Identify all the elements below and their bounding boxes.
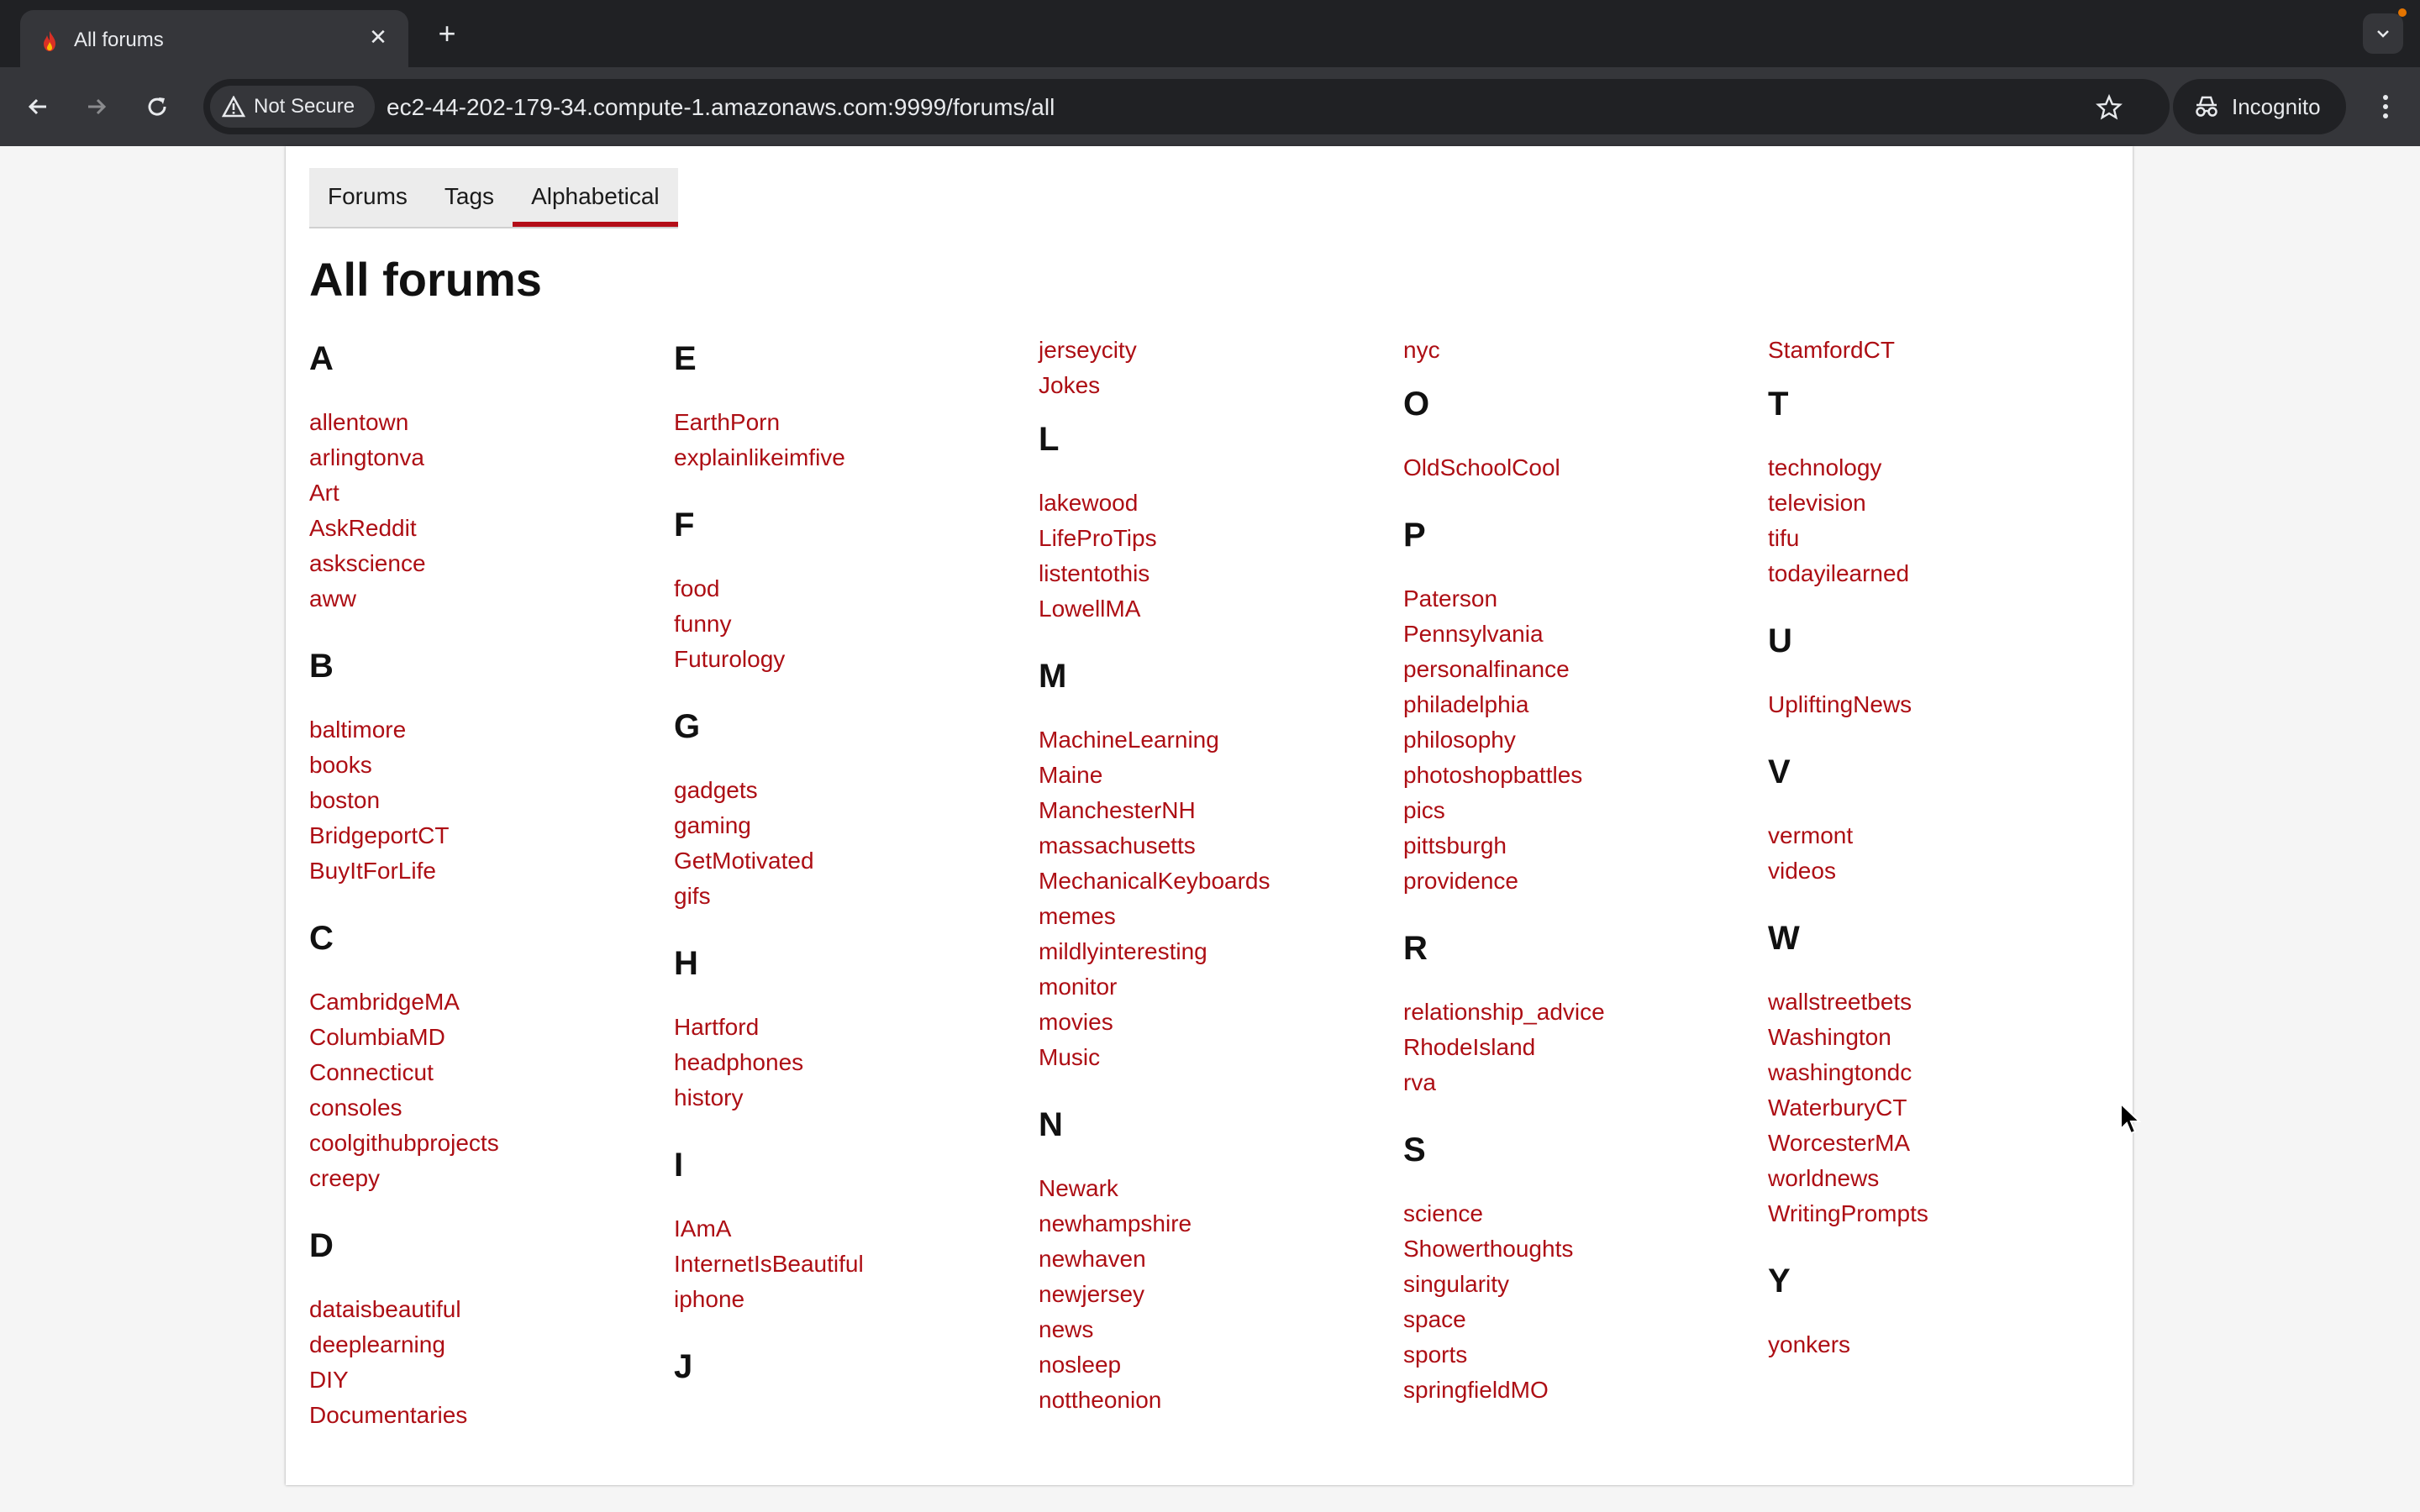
forum-column-2 <box>674 341 1027 1431</box>
letter-heading: D <box>309 1227 334 1264</box>
incognito-icon <box>2193 95 2220 118</box>
letter-heading: R <box>1403 930 1428 967</box>
forum-link[interactable]: movies <box>1039 1009 1113 1035</box>
continued-forum-list <box>1039 333 1392 403</box>
forum-link[interactable]: philosophy <box>1403 727 1516 753</box>
group-spacer <box>1768 889 2121 907</box>
tab-title: All forums <box>74 29 164 51</box>
group-spacer <box>674 1413 1027 1431</box>
tab-alphabetical[interactable]: Alphabetical <box>513 168 678 227</box>
forum-link[interactable]: technology <box>1768 454 1882 480</box>
letter-heading: O <box>1403 386 1430 423</box>
letter-heading: C <box>309 920 334 957</box>
letter-heading: J <box>674 1348 693 1385</box>
forum-link[interactable]: wallstreetbets <box>1768 989 1912 1015</box>
group-spacer <box>1768 1231 2121 1250</box>
forum-link[interactable]: Hartford <box>674 1014 760 1040</box>
forum-link[interactable]: photoshopbattles <box>1403 762 1583 788</box>
forum-link[interactable]: aww <box>309 585 357 612</box>
chevron-down-icon[interactable] <box>2363 13 2403 54</box>
forum-link[interactable]: todayilearned <box>1768 560 1910 586</box>
forum-link[interactable]: coolgithubprojects <box>309 1130 499 1156</box>
security-chip[interactable] <box>210 86 375 128</box>
forum-link[interactable]: WritingPrompts <box>1768 1200 1928 1226</box>
forum-link[interactable]: UpliftingNews <box>1768 691 1912 717</box>
forum-link[interactable]: gifs <box>674 883 711 909</box>
letter-heading: M <box>1039 658 1067 695</box>
letter-heading: G <box>674 708 701 745</box>
forum-link[interactable]: television <box>1768 490 1866 516</box>
forum-link[interactable]: InternetIsBeautiful <box>674 1251 864 1277</box>
forum-link[interactable]: lakewood <box>1039 490 1139 516</box>
group-spacer <box>1403 1408 1756 1426</box>
forum-link[interactable]: funny <box>674 611 732 637</box>
group-spacer <box>1768 591 2121 610</box>
continued-forum-list <box>1403 333 1756 368</box>
forum-link[interactable]: memes <box>1039 903 1116 929</box>
forum-link[interactable]: jerseycity <box>1039 337 1137 363</box>
browser-tab-strip <box>0 0 2420 67</box>
forum-link[interactable]: IAmA <box>674 1215 732 1242</box>
forum-link[interactable]: news <box>1039 1316 1094 1342</box>
forum-link[interactable]: providence <box>1403 868 1518 894</box>
tab-tags[interactable]: Tags <box>444 183 495 209</box>
forum-link[interactable]: Showerthoughts <box>1403 1236 1574 1262</box>
forum-link[interactable]: DIY <box>309 1367 349 1393</box>
forum-link[interactable]: nyc <box>1403 337 1440 363</box>
address-bar[interactable] <box>203 79 2170 134</box>
forum-link[interactable]: EarthPorn <box>674 409 781 435</box>
letter-heading: T <box>1768 386 1789 423</box>
forum-link[interactable]: nottheonion <box>1039 1387 1162 1413</box>
forum-link[interactable]: ManchesterNH <box>1039 797 1196 823</box>
letter-heading: A <box>309 340 334 377</box>
forum-link[interactable]: worldnews <box>1768 1165 1880 1191</box>
letter-heading: P <box>1403 517 1426 554</box>
plus-icon[interactable]: + <box>438 16 456 50</box>
letter-heading: U <box>1768 622 1792 659</box>
forum-link[interactable]: listentothis <box>1039 560 1150 586</box>
forum-link[interactable]: monitor <box>1039 974 1118 1000</box>
forum-link[interactable]: allentown <box>309 409 409 435</box>
forum-link[interactable]: baltimore <box>309 717 407 743</box>
forum-view-tabs <box>309 168 678 228</box>
browser-toolbar <box>0 67 2420 146</box>
group-spacer <box>309 1196 662 1215</box>
forum-link[interactable]: nosleep <box>1039 1352 1122 1378</box>
letter-heading: N <box>1039 1106 1063 1143</box>
forward-icon[interactable] <box>76 86 118 128</box>
forum-link[interactable]: vermont <box>1768 822 1854 848</box>
forum-link[interactable]: ColumbiaMD <box>309 1024 445 1050</box>
letter-heading: S <box>1403 1131 1426 1168</box>
forum-link[interactable]: arlingtonva <box>309 444 424 470</box>
forum-column-3 <box>1039 337 1392 1436</box>
forum-link[interactable]: personalfinance <box>1403 656 1570 682</box>
forum-link[interactable]: BridgeportCT <box>309 822 450 848</box>
forum-link[interactable]: massachusetts <box>1039 832 1196 858</box>
content-card <box>286 146 2133 1485</box>
forum-link[interactable]: Futurology <box>674 646 786 672</box>
forum-link[interactable]: boston <box>309 787 381 813</box>
letter-heading: L <box>1039 421 1060 458</box>
forum-link[interactable]: Documentaries <box>309 1402 468 1428</box>
forum-link[interactable]: Jokes <box>1039 372 1101 398</box>
letter-heading: B <box>309 648 334 685</box>
security-label: Not Secure <box>254 95 355 118</box>
forum-link[interactable]: science <box>1403 1200 1483 1226</box>
forum-column-1 <box>309 341 662 1452</box>
forum-link[interactable]: Connecticut <box>309 1059 434 1085</box>
forum-link[interactable]: LowellMA <box>1039 596 1141 622</box>
forum-link[interactable]: gaming <box>674 812 751 838</box>
forum-link[interactable]: Washington <box>1768 1024 1891 1050</box>
mouse-cursor-icon <box>2119 1102 2141 1136</box>
forum-link[interactable]: philadelphia <box>1403 691 1529 717</box>
forum-link[interactable]: history <box>674 1084 744 1110</box>
incognito-chip[interactable] <box>2173 79 2346 134</box>
letter-heading: E <box>674 340 697 377</box>
letter-heading: F <box>674 507 695 543</box>
forum-link[interactable]: Paterson <box>1403 585 1498 612</box>
incognito-label: Incognito <box>2232 93 2321 119</box>
forum-link[interactable]: GetMotivated <box>674 848 814 874</box>
page-title: All forums <box>309 253 542 306</box>
page-viewport <box>0 146 2420 1512</box>
group-spacer <box>1768 1362 2121 1381</box>
group-spacer <box>309 889 662 907</box>
group-spacer <box>1039 627 1392 645</box>
forum-link[interactable]: WaterburyCT <box>1768 1095 1907 1121</box>
forum-link[interactable]: OldSchoolCool <box>1403 454 1560 480</box>
forum-link[interactable]: books <box>309 752 372 778</box>
forum-link[interactable]: newhampshire <box>1039 1210 1192 1236</box>
forum-link[interactable]: Maine <box>1039 762 1103 788</box>
reload-icon[interactable] <box>136 86 178 128</box>
forum-link[interactable]: MechanicalKeyboards <box>1039 868 1270 894</box>
forum-link[interactable]: RhodeIsland <box>1403 1034 1536 1060</box>
forum-link[interactable]: newjersey <box>1039 1281 1145 1307</box>
group-spacer <box>674 1317 1027 1336</box>
forum-link[interactable]: Pennsylvania <box>1403 621 1544 647</box>
forum-link[interactable]: LifeProTips <box>1039 525 1157 551</box>
group-spacer <box>309 617 662 635</box>
tab-forums[interactable]: Forums <box>328 183 408 209</box>
forum-link[interactable]: WorcesterMA <box>1768 1130 1911 1156</box>
forum-link[interactable]: springfieldMO <box>1403 1377 1549 1403</box>
forum-link[interactable]: creepy <box>309 1165 381 1191</box>
forum-link[interactable]: dataisbeautiful <box>309 1296 461 1322</box>
group-spacer <box>1039 1418 1392 1436</box>
forum-link[interactable]: rva <box>1403 1069 1436 1095</box>
group-spacer <box>674 914 1027 932</box>
letter-heading: W <box>1768 920 1800 957</box>
forum-link[interactable]: relationship_advice <box>1403 999 1605 1025</box>
warning-icon <box>222 96 245 118</box>
forum-link[interactable]: StamfordCT <box>1768 337 1895 363</box>
forum-link[interactable]: BuyItForLife <box>309 858 436 884</box>
browser-tab[interactable] <box>20 10 408 67</box>
forum-column-5 <box>1768 337 2121 1381</box>
forum-link[interactable]: singularity <box>1403 1271 1510 1297</box>
group-spacer <box>1039 1075 1392 1094</box>
forum-link[interactable]: deeplearning <box>309 1331 445 1357</box>
forum-link[interactable]: AskReddit <box>309 515 417 541</box>
kebab-icon[interactable] <box>2365 86 2407 128</box>
forum-link[interactable]: CambridgeMA <box>309 989 460 1015</box>
forum-link[interactable]: mildlyinteresting <box>1039 938 1207 964</box>
url-text[interactable]: ec2-44-202-179-34.compute-1.amazonaws.com:9999/forums/all <box>387 94 1055 120</box>
forum-link[interactable]: pics <box>1403 797 1445 823</box>
back-icon[interactable] <box>17 86 59 128</box>
site-favicon-icon <box>40 30 59 52</box>
forum-link[interactable]: washingtondc <box>1768 1059 1912 1085</box>
forum-link[interactable]: askscience <box>309 550 426 576</box>
group-spacer <box>1403 899 1756 917</box>
group-spacer <box>1768 722 2121 741</box>
forum-link[interactable]: pittsburgh <box>1403 832 1507 858</box>
forum-link[interactable]: Art <box>309 480 339 506</box>
forum-link[interactable]: videos <box>1768 858 1836 884</box>
group-spacer <box>674 677 1027 696</box>
continued-forum-list <box>1768 333 2121 368</box>
notification-dot <box>2398 8 2407 17</box>
forum-link[interactable]: food <box>674 575 720 601</box>
star-icon[interactable] <box>2092 91 2126 124</box>
forum-link[interactable]: sports <box>1403 1341 1468 1368</box>
group-spacer <box>1403 1100 1756 1119</box>
forum-link[interactable]: tifu <box>1768 525 1800 551</box>
group-spacer <box>674 475 1027 494</box>
forum-link[interactable]: space <box>1403 1306 1466 1332</box>
close-icon[interactable]: ✕ <box>369 24 387 50</box>
letter-heading: Y <box>1768 1263 1791 1299</box>
letter-heading: I <box>674 1147 684 1184</box>
forum-link[interactable]: iphone <box>674 1286 745 1312</box>
letter-heading: V <box>1768 753 1791 790</box>
group-spacer <box>674 1116 1027 1134</box>
forum-link[interactable]: explainlikeimfive <box>674 444 845 470</box>
forum-link[interactable]: Newark <box>1039 1175 1118 1201</box>
group-spacer <box>309 1433 662 1452</box>
forum-link[interactable]: consoles <box>309 1095 402 1121</box>
forum-link[interactable]: yonkers <box>1768 1331 1851 1357</box>
forum-link[interactable]: headphones <box>674 1049 804 1075</box>
forum-link[interactable]: newhaven <box>1039 1246 1146 1272</box>
group-spacer <box>1403 486 1756 504</box>
forum-link[interactable]: Music <box>1039 1044 1101 1070</box>
forum-link[interactable]: MachineLearning <box>1039 727 1219 753</box>
forum-link[interactable]: gadgets <box>674 777 758 803</box>
letter-heading: H <box>674 945 698 982</box>
forum-column-4 <box>1403 337 1756 1426</box>
